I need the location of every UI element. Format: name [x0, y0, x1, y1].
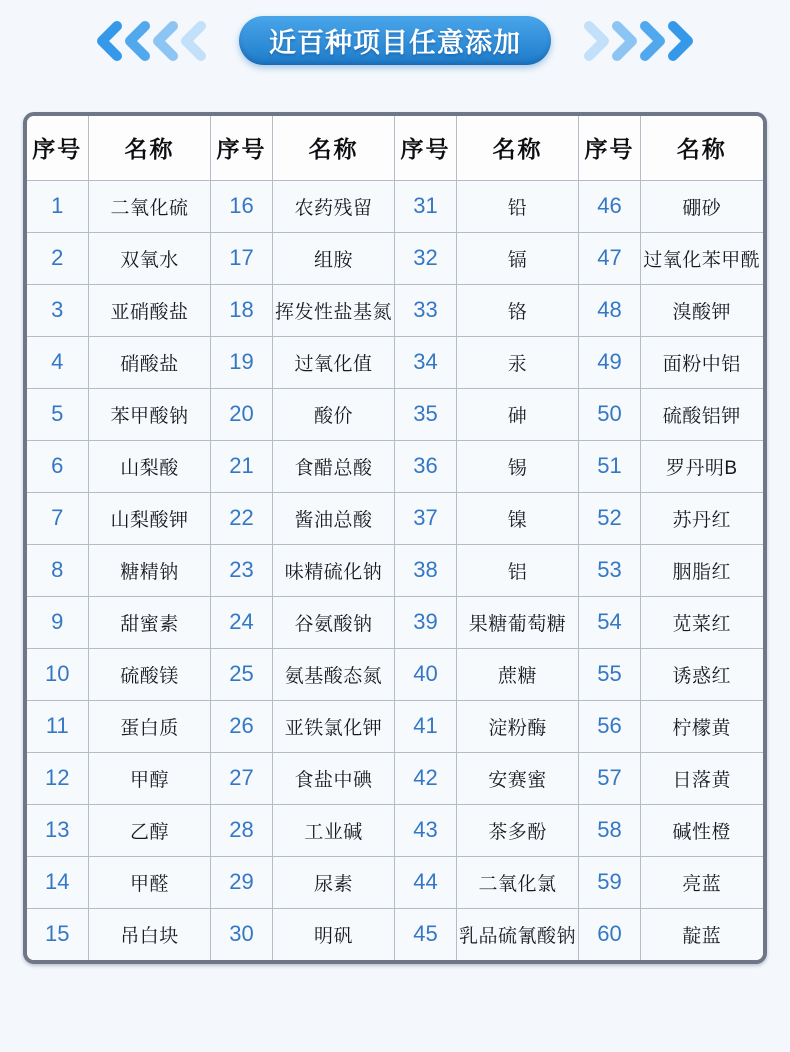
item-number-cell: 12 — [27, 752, 88, 804]
item-number-cell: 46 — [579, 180, 640, 232]
item-name-cell: 镍 — [456, 492, 579, 544]
item-number-cell: 13 — [27, 804, 88, 856]
item-number-cell: 48 — [579, 284, 640, 336]
item-name-cell: 淀粉酶 — [456, 700, 579, 752]
item-name-cell: 溴酸钾 — [640, 284, 763, 336]
item-number-cell: 23 — [211, 544, 272, 596]
item-name-cell: 面粉中铝 — [640, 336, 763, 388]
table-header-row — [27, 116, 763, 180]
item-name-cell: 砷 — [456, 388, 579, 440]
item-number-cell: 3 — [27, 284, 88, 336]
chevrons-left-icon — [91, 19, 209, 63]
item-name-cell: 味精硫化钠 — [272, 544, 395, 596]
item-number-cell: 14 — [27, 856, 88, 908]
item-name-cell: 吊白块 — [88, 908, 211, 960]
item-number-cell: 33 — [395, 284, 456, 336]
table-row — [27, 284, 763, 336]
item-number-cell: 8 — [27, 544, 88, 596]
item-number-cell: 28 — [211, 804, 272, 856]
item-name-cell: 柠檬黄 — [640, 700, 763, 752]
items-table — [27, 116, 763, 960]
item-number-cell: 47 — [579, 232, 640, 284]
item-number-cell: 56 — [579, 700, 640, 752]
item-number-cell: 31 — [395, 180, 456, 232]
item-name-cell: 乳品硫氰酸钠 — [456, 908, 579, 960]
item-name-cell: 工业碱 — [272, 804, 395, 856]
column-header-name: 名称 — [640, 116, 763, 180]
item-number-cell: 5 — [27, 388, 88, 440]
item-name-cell: 甲醇 — [88, 752, 211, 804]
item-name-cell: 诱惑红 — [640, 648, 763, 700]
table-row — [27, 700, 763, 752]
item-number-cell: 43 — [395, 804, 456, 856]
item-number-cell: 59 — [579, 856, 640, 908]
title-pill — [239, 16, 551, 65]
item-number-cell: 10 — [27, 648, 88, 700]
table-row — [27, 180, 763, 232]
table-row — [27, 492, 763, 544]
items-table-frame — [23, 112, 767, 964]
table-row — [27, 388, 763, 440]
item-name-cell: 过氧化苯甲酰 — [640, 232, 763, 284]
chevrons-right-icon — [581, 19, 699, 63]
item-number-cell: 4 — [27, 336, 88, 388]
item-name-cell: 硼砂 — [640, 180, 763, 232]
item-number-cell: 20 — [211, 388, 272, 440]
column-header-name: 名称 — [456, 116, 579, 180]
item-name-cell: 茶多酚 — [456, 804, 579, 856]
item-name-cell: 谷氨酸钠 — [272, 596, 395, 648]
item-name-cell: 山梨酸钾 — [88, 492, 211, 544]
item-name-cell: 亚硝酸盐 — [88, 284, 211, 336]
item-name-cell: 蔗糖 — [456, 648, 579, 700]
column-header-name: 名称 — [88, 116, 211, 180]
item-name-cell: 亮蓝 — [640, 856, 763, 908]
item-number-cell: 34 — [395, 336, 456, 388]
item-name-cell: 果糖葡萄糖 — [456, 596, 579, 648]
item-name-cell: 铬 — [456, 284, 579, 336]
item-number-cell: 54 — [579, 596, 640, 648]
item-number-cell: 37 — [395, 492, 456, 544]
item-number-cell: 29 — [211, 856, 272, 908]
item-number-cell: 26 — [211, 700, 272, 752]
item-name-cell: 铝 — [456, 544, 579, 596]
item-number-cell: 36 — [395, 440, 456, 492]
item-number-cell: 22 — [211, 492, 272, 544]
table-row — [27, 804, 763, 856]
item-name-cell: 靛蓝 — [640, 908, 763, 960]
item-number-cell: 17 — [211, 232, 272, 284]
item-name-cell: 挥发性盐基氮 — [272, 284, 395, 336]
table-row — [27, 232, 763, 284]
item-name-cell: 硝酸盐 — [88, 336, 211, 388]
item-number-cell: 15 — [27, 908, 88, 960]
item-name-cell: 组胺 — [272, 232, 395, 284]
item-name-cell: 农药残留 — [272, 180, 395, 232]
item-number-cell: 7 — [27, 492, 88, 544]
item-name-cell: 苯甲酸钠 — [88, 388, 211, 440]
item-number-cell: 11 — [27, 700, 88, 752]
item-number-cell: 21 — [211, 440, 272, 492]
item-number-cell: 24 — [211, 596, 272, 648]
item-number-cell: 39 — [395, 596, 456, 648]
item-name-cell: 酸价 — [272, 388, 395, 440]
item-name-cell: 明矾 — [272, 908, 395, 960]
item-number-cell: 52 — [579, 492, 640, 544]
item-name-cell: 罗丹明B — [640, 440, 763, 492]
column-header-number: 序号 — [395, 116, 456, 180]
item-name-cell: 碱性橙 — [640, 804, 763, 856]
item-number-cell: 51 — [579, 440, 640, 492]
item-name-cell: 二氧化硫 — [88, 180, 211, 232]
item-name-cell: 氨基酸态氮 — [272, 648, 395, 700]
item-name-cell: 亚铁氯化钾 — [272, 700, 395, 752]
item-name-cell: 胭脂红 — [640, 544, 763, 596]
item-name-cell: 双氧水 — [88, 232, 211, 284]
item-name-cell: 食盐中碘 — [272, 752, 395, 804]
item-name-cell: 硫酸铝钾 — [640, 388, 763, 440]
item-name-cell: 乙醇 — [88, 804, 211, 856]
column-header-name: 名称 — [272, 116, 395, 180]
item-number-cell: 50 — [579, 388, 640, 440]
item-number-cell: 58 — [579, 804, 640, 856]
column-header-number: 序号 — [27, 116, 88, 180]
table-row — [27, 752, 763, 804]
item-number-cell: 45 — [395, 908, 456, 960]
item-name-cell: 日落黄 — [640, 752, 763, 804]
page-title: 近百种项目任意添加 — [269, 28, 521, 58]
item-number-cell: 9 — [27, 596, 88, 648]
item-name-cell: 山梨酸 — [88, 440, 211, 492]
table-row — [27, 856, 763, 908]
item-name-cell: 苏丹红 — [640, 492, 763, 544]
column-header-number: 序号 — [211, 116, 272, 180]
item-number-cell: 35 — [395, 388, 456, 440]
item-name-cell: 锡 — [456, 440, 579, 492]
item-number-cell: 2 — [27, 232, 88, 284]
item-number-cell: 55 — [579, 648, 640, 700]
item-number-cell: 27 — [211, 752, 272, 804]
table-row — [27, 908, 763, 960]
item-number-cell: 49 — [579, 336, 640, 388]
item-number-cell: 25 — [211, 648, 272, 700]
item-number-cell: 32 — [395, 232, 456, 284]
item-name-cell: 甲醛 — [88, 856, 211, 908]
item-name-cell: 二氧化氯 — [456, 856, 579, 908]
banner — [0, 0, 790, 66]
table-row — [27, 596, 763, 648]
item-number-cell: 38 — [395, 544, 456, 596]
table-row — [27, 544, 763, 596]
table-body — [27, 180, 763, 960]
item-name-cell: 酱油总酸 — [272, 492, 395, 544]
table-row — [27, 648, 763, 700]
item-name-cell: 甜蜜素 — [88, 596, 211, 648]
item-number-cell: 18 — [211, 284, 272, 336]
item-name-cell: 镉 — [456, 232, 579, 284]
item-name-cell: 蛋白质 — [88, 700, 211, 752]
item-number-cell: 19 — [211, 336, 272, 388]
item-name-cell: 铅 — [456, 180, 579, 232]
item-name-cell: 糖精钠 — [88, 544, 211, 596]
item-name-cell: 安赛蜜 — [456, 752, 579, 804]
item-number-cell: 16 — [211, 180, 272, 232]
item-number-cell: 6 — [27, 440, 88, 492]
item-name-cell: 尿素 — [272, 856, 395, 908]
item-number-cell: 53 — [579, 544, 640, 596]
item-number-cell: 44 — [395, 856, 456, 908]
item-name-cell: 过氧化值 — [272, 336, 395, 388]
item-number-cell: 40 — [395, 648, 456, 700]
item-number-cell: 1 — [27, 180, 88, 232]
item-name-cell: 苋菜红 — [640, 596, 763, 648]
item-number-cell: 41 — [395, 700, 456, 752]
item-name-cell: 食醋总酸 — [272, 440, 395, 492]
item-number-cell: 60 — [579, 908, 640, 960]
item-name-cell: 汞 — [456, 336, 579, 388]
item-name-cell: 硫酸镁 — [88, 648, 211, 700]
item-number-cell: 42 — [395, 752, 456, 804]
table-row — [27, 440, 763, 492]
column-header-number: 序号 — [579, 116, 640, 180]
table-row — [27, 336, 763, 388]
item-number-cell: 30 — [211, 908, 272, 960]
item-number-cell: 57 — [579, 752, 640, 804]
